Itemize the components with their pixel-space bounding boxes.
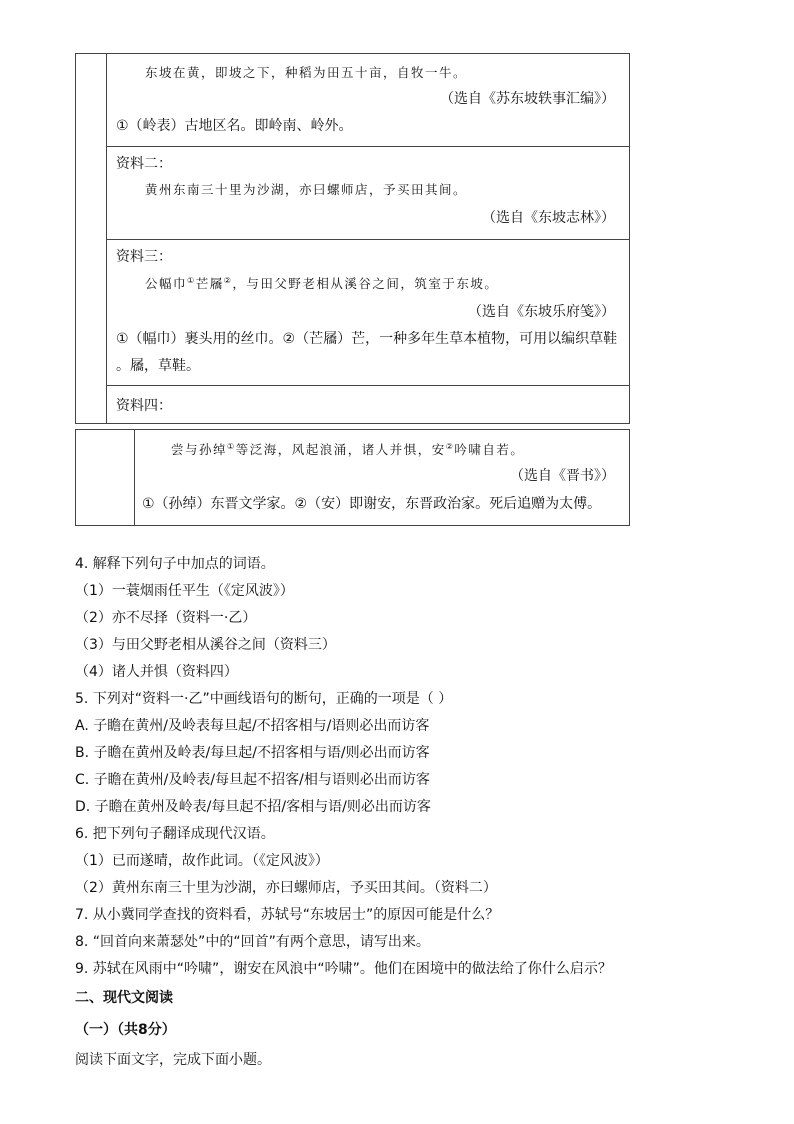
- table-left-column: [76, 54, 107, 423]
- material-row-3: [107, 240, 629, 386]
- question-7: 7. 从小冀同学查找的资料看，苏轼号“东坡居士”的原因可能是什么？: [75, 907, 500, 923]
- material-quote: 黄州东南三十里为沙湖，亦曰螺师店，予买田其间。: [145, 182, 468, 197]
- material-note-line1: ①（幅巾）裹头用的丝巾。②（芒屩）芒，一种多年生草本植物，可用以编织草鞋: [116, 331, 618, 347]
- material-source: （选自《苏东坡轶事汇编》）: [440, 91, 615, 107]
- question-6-item-2: （2）黄州东南三十里为沙湖，亦曰螺师店，予买田其间。（资料二）: [75, 880, 497, 896]
- section-title: 二、现代文阅读: [75, 990, 173, 1006]
- question-4: 4. 解释下列句子中加点的词语。: [75, 556, 275, 572]
- question-4-item-3: （3）与田父野老相从溪谷之间（资料三）: [75, 637, 336, 653]
- instruction-text: 阅读下面文字，完成下面小题。: [75, 1052, 271, 1068]
- question-4-item-2: （2）亦不尽择（资料一·乙）: [75, 610, 257, 626]
- materials-table-2: [75, 429, 630, 526]
- question-4-item-4: （4）诸人并惧（资料四）: [75, 664, 238, 680]
- material-note: ①（岭表）古地区名。即岭南、岭外。: [116, 118, 353, 134]
- table-left-column: [76, 430, 135, 525]
- material-label: 资料四：: [116, 398, 172, 414]
- material-label: 资料二：: [116, 156, 172, 172]
- material-note: ①（孙绰）东晋文学家。②（安）即谢安，东晋政治家。死后追赠为太傅。: [142, 496, 602, 512]
- subsection-title: （一）（共8分）: [75, 1022, 176, 1038]
- material-quote: 东坡在黄，即坡之下，种稻为田五十亩，自牧一牛。: [145, 65, 468, 80]
- question-4-item-1: （1）一蓑烟雨任平生（《定风波》）: [75, 583, 294, 599]
- material-source: （选自《东坡乐府笺》）: [468, 304, 615, 320]
- material-row-2: [107, 147, 629, 240]
- material-label: 资料三：: [116, 249, 172, 265]
- option-d: D. 子瞻在黄州及岭表/每旦起不招/客相与语/则必出而访客: [75, 799, 431, 815]
- question-8: 8. “回首向来萧瑟处”中的“回首”有两个意思，请写出来。: [75, 934, 430, 950]
- material-row-4: [107, 386, 629, 424]
- question-6-item-1: （1）已而遂晴，故作此词。（《定风波》）: [75, 853, 329, 869]
- material-quote: 尝与孙绰①等泛海，风起浪涌，诸人并惧，安②吟啸自若。: [171, 441, 525, 457]
- material-source: （选自《晋书》）: [510, 468, 615, 484]
- question-6: 6. 把下列句子翻译成现代汉语。: [75, 826, 275, 842]
- question-5: 5. 下列对“资料一·乙”中画线语句的断句，正确的一项是（ ）: [75, 691, 453, 707]
- option-b: B. 子瞻在黄州及岭表/每旦起/不招客相与语/则必出而访客: [75, 745, 430, 761]
- materials-table-1: [75, 53, 630, 424]
- question-9: 9. 苏轼在风雨中“吟啸”，谢安在风浪中“吟啸”。他们在困境中的做法给了你什么启示？: [75, 961, 612, 977]
- material-row-1: [107, 54, 629, 147]
- material-note-line2: 。屩，草鞋。: [116, 358, 200, 374]
- material-quote: 公幅巾①芒屩②，与田父野老相从溪谷之间，筑室于东坡。: [145, 275, 499, 291]
- option-c: C. 子瞻在黄州/及岭表/每旦起不招客/相与语则必出而访客: [75, 772, 430, 788]
- option-a: A. 子瞻在黄州/及岭表每旦起/不招客相与/语则必出而访客: [75, 718, 430, 734]
- material-source: （选自《东坡志林》）: [482, 210, 615, 226]
